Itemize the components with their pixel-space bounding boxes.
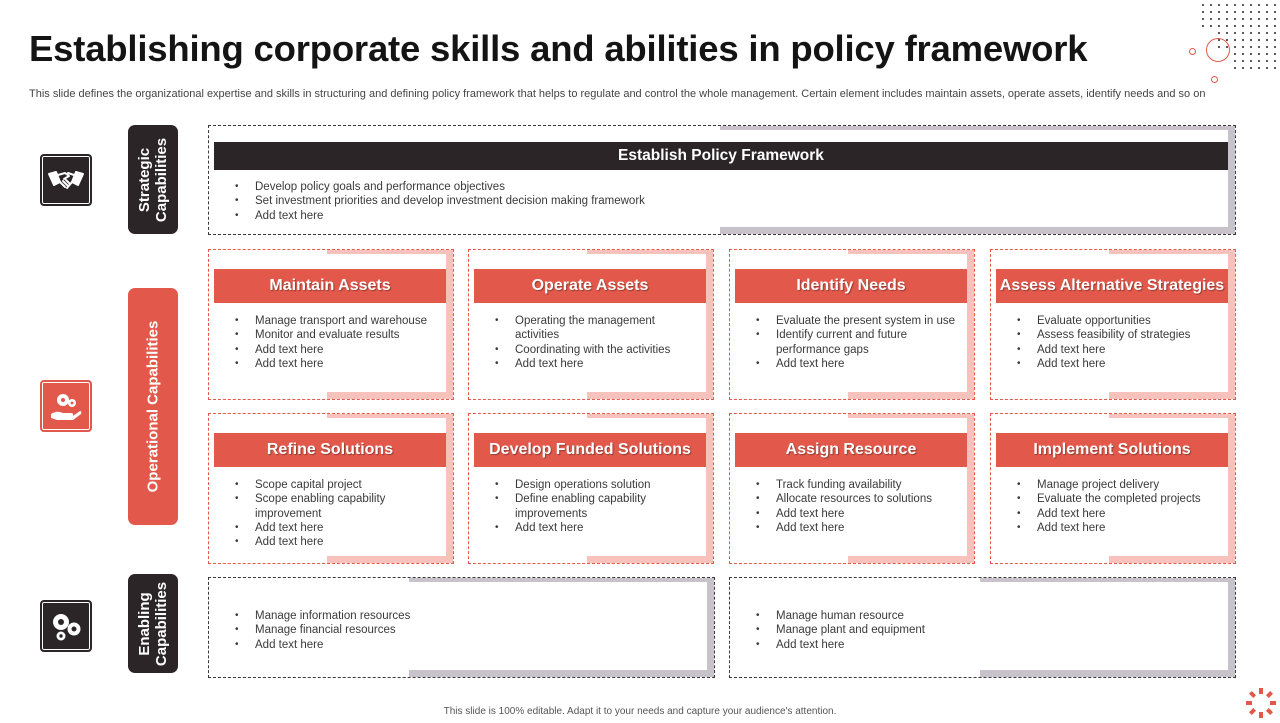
footer-note: This slide is 100% editable. Adapt it to your needs and capture your audience's attention. (443, 706, 837, 717)
enabling-capabilities-label (128, 574, 178, 673)
strategic-line-2: Capabilities (153, 137, 171, 222)
decor-dot (1234, 60, 1236, 62)
decor-dot (1274, 18, 1276, 20)
decor-dot (1274, 46, 1276, 48)
decor-dot (1258, 53, 1260, 55)
decor-dot (1234, 11, 1236, 13)
decor-dot (1218, 25, 1220, 27)
decor-dot (1234, 39, 1236, 41)
decor-dot (1210, 11, 1212, 13)
list-item: • Evaluate the completed projects (1016, 492, 1216, 506)
decor-dot (1250, 18, 1252, 20)
decor-dot (1266, 39, 1268, 41)
list-item: • Assess feasibility of strategies (1016, 328, 1216, 342)
decor-dot (1250, 4, 1252, 6)
decor-dot (1210, 25, 1212, 27)
list-item: • Develop policy goals and performance objectives (234, 180, 645, 194)
list-item: • Track funding availability (755, 478, 955, 492)
decor-dot (1258, 25, 1260, 27)
list-item: • Scope enabling capability improvement (234, 492, 434, 521)
list-item: • Evaluate opportunities (1016, 314, 1216, 328)
operational-capabilities-text: Operational Capabilities (144, 320, 162, 493)
decor-dot (1258, 46, 1260, 48)
card-header: Refine Solutions (214, 433, 446, 467)
decor-dot (1242, 11, 1244, 13)
decor-dot (1226, 32, 1228, 34)
card-list (755, 478, 955, 535)
operational-card (208, 249, 454, 400)
operational-capabilities-label (128, 288, 178, 525)
decor-dot (1234, 53, 1236, 55)
card-list (494, 314, 694, 371)
list-item: • Coordinating with the activities (494, 343, 694, 357)
decor-dot (1266, 32, 1268, 34)
card-list (234, 478, 434, 549)
enabling-card-2 (729, 577, 1236, 678)
card-header: Develop Funded Solutions (474, 433, 706, 467)
decor-dot (1266, 4, 1268, 6)
decor-dot (1202, 18, 1204, 20)
decor-dot (1234, 46, 1236, 48)
page-subtitle: This slide defines the organizational expertise and skills in structuring and defining policy framework that helps to regulate and control the whole management. Certain element includes maintain assets, operate assets, identify needs and so on (29, 88, 1206, 100)
decor-dot (1266, 18, 1268, 20)
list-item: • Add text here (234, 521, 434, 535)
decor-dot (1258, 67, 1260, 69)
list-item: • Add text here (1016, 507, 1216, 521)
list-item: • Add text here (1016, 521, 1216, 535)
decor-dot (1258, 32, 1260, 34)
list-item: • Set investment priorities and develop investment decision making framework (234, 194, 645, 208)
card-list (755, 609, 925, 652)
decor-dot (1250, 53, 1252, 55)
decor-dot (1218, 4, 1220, 6)
list-item: • Add text here (234, 638, 410, 652)
list-item: • Allocate resources to solutions (755, 492, 955, 506)
list-item: • Add text here (755, 357, 955, 371)
decor-dot (1274, 25, 1276, 27)
decor-dot (1234, 18, 1236, 20)
card-list (234, 609, 410, 652)
operational-card (729, 249, 975, 400)
decor-dot (1258, 11, 1260, 13)
card-header: Maintain Assets (214, 269, 446, 303)
list-item: • Add text here (494, 521, 694, 535)
list-item: • Add text here (234, 209, 645, 223)
decor-dot (1234, 4, 1236, 6)
card-list (494, 478, 694, 535)
decor-dot (1266, 67, 1268, 69)
decor-dot (1250, 46, 1252, 48)
decor-dot (1234, 25, 1236, 27)
decor-dot (1226, 18, 1228, 20)
decor-dot (1242, 46, 1244, 48)
card-list (1016, 478, 1216, 535)
decor-dot (1258, 4, 1260, 6)
decor-dot (1242, 25, 1244, 27)
decor-dot (1202, 25, 1204, 27)
decor-dot (1242, 32, 1244, 34)
card-list (234, 180, 645, 223)
decor-dot (1242, 39, 1244, 41)
decor-dot (1266, 25, 1268, 27)
decor-dot (1274, 60, 1276, 62)
decor-dot (1202, 4, 1204, 6)
decor-dot (1266, 11, 1268, 13)
list-item: • Manage information resources (234, 609, 410, 623)
list-item: • Add text here (755, 638, 925, 652)
corner-decoration (1180, 0, 1280, 90)
list-item: • Manage transport and warehouse (234, 314, 434, 328)
decor-dot (1250, 11, 1252, 13)
card-header: Assign Resource (735, 433, 967, 467)
decor-dot (1274, 67, 1276, 69)
enabling-capabilities-text (136, 581, 170, 665)
decor-dot (1210, 18, 1212, 20)
strategic-capabilities-label (128, 125, 178, 234)
decor-dot (1242, 18, 1244, 20)
decor-dot (1226, 25, 1228, 27)
enabling-line-1: Enabling (136, 591, 154, 656)
list-item: • Add text here (755, 507, 955, 521)
list-item: • Define enabling capability improvements (494, 492, 694, 521)
decor-dot (1258, 18, 1260, 20)
decor-dot (1274, 11, 1276, 13)
list-item: • Manage project delivery (1016, 478, 1216, 492)
decor-dot (1250, 60, 1252, 62)
operational-card (729, 413, 975, 564)
decor-dot (1274, 4, 1276, 6)
decor-dot (1258, 60, 1260, 62)
handshake-icon (40, 154, 92, 206)
list-item: • Add text here (234, 357, 434, 371)
circle-ring-icon (1206, 38, 1230, 62)
list-item: • Manage human resource (755, 609, 925, 623)
decor-dot (1266, 60, 1268, 62)
decor-dot (1274, 32, 1276, 34)
operational-card (990, 249, 1236, 400)
card-header: Establish Policy Framework (214, 142, 1228, 170)
card-list (1016, 314, 1216, 371)
decor-dot (1266, 53, 1268, 55)
decor-dot (1250, 32, 1252, 34)
list-item: • Evaluate the present system in use (755, 314, 955, 328)
decor-dot (1274, 39, 1276, 41)
list-item: • Monitor and evaluate results (234, 328, 434, 342)
decor-dot (1242, 67, 1244, 69)
list-item: • Design operations solution (494, 478, 694, 492)
decor-dot (1250, 67, 1252, 69)
list-item: • Add text here (1016, 357, 1216, 371)
small-ring-icon (1189, 48, 1196, 55)
decor-dot (1234, 67, 1236, 69)
decor-dot (1242, 4, 1244, 6)
decor-dot (1218, 11, 1220, 13)
decor-dot (1250, 25, 1252, 27)
card-header: Identify Needs (735, 269, 967, 303)
list-item: • Add text here (755, 521, 955, 535)
enabling-line-2: Capabilities (153, 581, 171, 666)
operational-card (990, 413, 1236, 564)
decor-dot (1210, 4, 1212, 6)
list-item: • Scope capital project (234, 478, 434, 492)
card-header: Operate Assets (474, 269, 706, 303)
list-item: • Manage plant and equipment (755, 623, 925, 637)
list-item: • Add text here (1016, 343, 1216, 357)
decor-dot (1258, 39, 1260, 41)
list-item: • Manage financial resources (234, 623, 410, 637)
decor-dot (1234, 32, 1236, 34)
gears-hand-icon (40, 380, 92, 432)
list-item: • Add text here (494, 357, 694, 371)
strategic-card (208, 125, 1236, 235)
card-list (755, 314, 955, 371)
decor-dot (1226, 4, 1228, 6)
operational-card (208, 413, 454, 564)
strategic-line-1: Strategic (136, 147, 154, 212)
decor-dot (1266, 46, 1268, 48)
decor-dot (1218, 32, 1220, 34)
small-ring-icon (1211, 76, 1218, 83)
list-item: • Identify current and future performance gaps (755, 328, 955, 357)
list-item: • Operating the management activities (494, 314, 694, 343)
card-header: Implement Solutions (996, 433, 1228, 467)
page-title: Establishing corporate skills and abilities in policy framework (29, 28, 1088, 69)
decor-dot (1242, 53, 1244, 55)
list-item: • Add text here (234, 535, 434, 549)
gears-icon (40, 600, 92, 652)
card-header: Assess Alternative Strategies (996, 269, 1228, 303)
strategic-capabilities-text (136, 137, 170, 221)
operational-card (468, 249, 714, 400)
decor-dot (1274, 53, 1276, 55)
decor-dot (1226, 11, 1228, 13)
list-item: • Add text here (234, 343, 434, 357)
decor-dot (1242, 60, 1244, 62)
operational-card (468, 413, 714, 564)
decor-dot (1202, 11, 1204, 13)
enabling-card-1 (208, 577, 715, 678)
card-list (234, 314, 434, 371)
decor-dot (1218, 18, 1220, 20)
decor-dot (1250, 39, 1252, 41)
